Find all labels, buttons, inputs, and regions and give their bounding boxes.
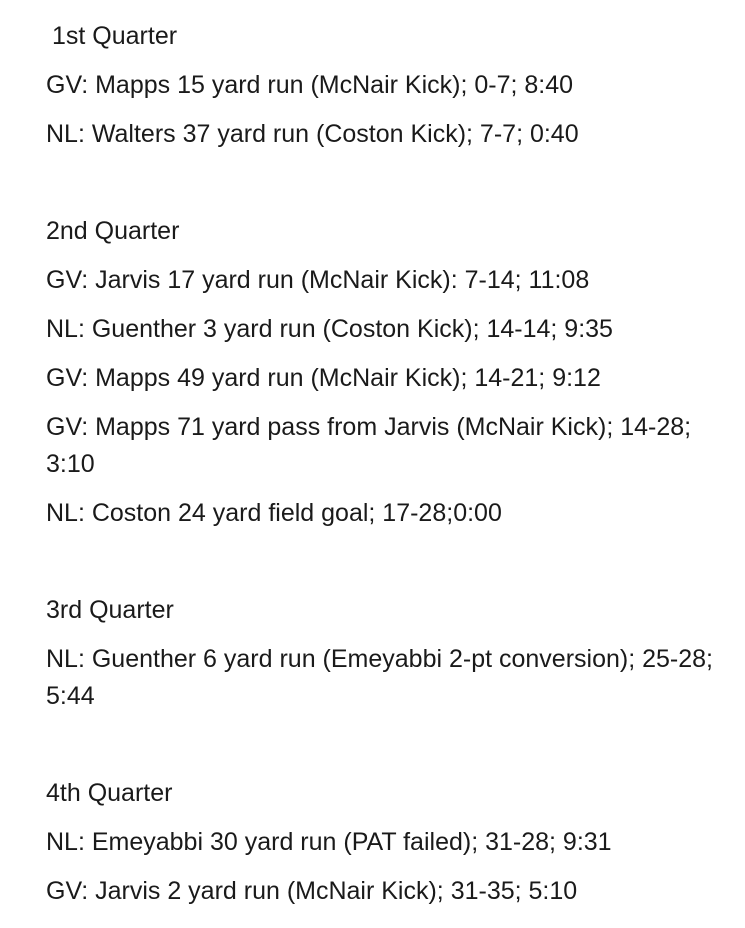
scoring-summary [46,18,736,910]
scoring-play: NL: Emeyabbi 30 yard run (PAT failed); 31-28; 9:31 [46,828,612,856]
quarter-4-heading: 4th Quarter [46,779,173,807]
scoring-play: NL: Coston 24 yard field goal; 17-28;0:00 [46,499,502,527]
quarter-3-heading: 3rd Quarter [46,596,174,624]
scoring-play: GV: Jarvis 17 yard run (McNair Kick): 7-14; 11:08 [46,266,590,294]
scoring-play: NL: Guenther 3 yard run (Coston Kick); 14-14; 9:35 [46,315,613,343]
scoring-play: GV: Mapps 49 yard run (McNair Kick); 14-21; 9:12 [46,364,601,392]
scoring-play: GV: Jarvis 2 yard run (McNair Kick); 31-35; 5:10 [46,877,578,905]
scoring-play: GV: Mapps 15 yard run (McNair Kick); 0-7; 8:40 [46,71,574,99]
quarter-1-heading: 1st Quarter [52,22,178,50]
scoring-play: NL: Guenther 6 yard run (Emeyabbi 2-pt conversion); 25-28; 5:44 [46,645,714,710]
quarter-2-section [46,213,736,532]
quarter-4-section [46,775,736,910]
scoring-play: NL: Walters 37 yard run (Coston Kick); 7-7; 0:40 [46,120,579,148]
quarter-2-heading: 2nd Quarter [46,217,180,245]
scoring-play: GV: Mapps 71 yard pass from Jarvis (McNair Kick); 14-28; 3:10 [46,413,692,478]
quarter-3-section [46,592,736,715]
quarter-1-section [46,18,736,153]
